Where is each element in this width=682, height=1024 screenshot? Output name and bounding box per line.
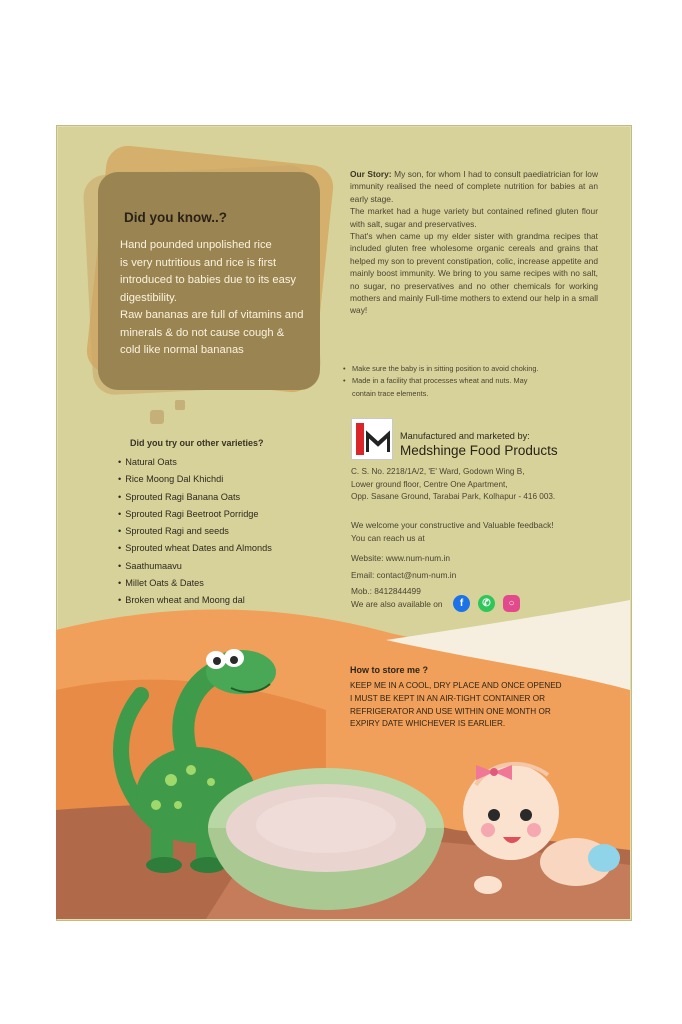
varieties-title: Did you try our other varieties? [130,438,264,448]
storage-line: I MUST BE KEPT IN AN AIR-TIGHT CONTAINER OR [350,693,546,703]
our-story [350,168,598,317]
variety-item: • Saathumaavu [118,558,272,575]
website-text: Website: www.num-num.in [351,553,450,563]
story-intro [350,168,598,205]
did-you-know-line: minerals & do not cause cough & [120,326,285,339]
did-you-know-line: Hand pounded unpolished rice [120,239,272,251]
varieties-list [118,454,272,610]
thought-bubble-dot [150,410,164,424]
story-label: Our Story: [350,169,392,179]
safety-note: • Make sure the baby is in sitting position to avoid choking. [343,363,553,375]
manufacturer-address [351,466,555,504]
storage-line: EXPIRY DATE WHICHEVER IS EARLIER. [350,719,506,729]
logo-m-mark [366,430,390,454]
thought-bubble-dot [175,400,185,410]
variety-item: • Sprouted Ragi Banana Oats [118,489,272,506]
did-you-know-title: Did you know..? [124,210,227,225]
did-you-know-line: is very nutritious and rice is first [120,256,277,269]
whatsapp-icon: ✆ [478,595,495,612]
storage-instructions [350,680,610,731]
did-you-know-text [120,237,320,360]
storage-line: REFRIGERATOR AND USE WITHIN ONE MONTH OR [350,706,551,716]
feedback-line: You can reach us at [351,532,425,543]
email-text: Email: contact@num-num.in [351,569,457,580]
social-label: We are also available on [351,599,443,609]
manufacturer-label: Manufactured and marketed by: [400,431,530,441]
logo-red-bar [356,423,364,455]
variety-item: • Broken wheat and Moong dal [118,592,272,609]
variety-item: • Rice Moong Dal Khichdi [118,471,272,488]
did-you-know-line: introduced to babies due to its easy [120,274,297,286]
did-you-know-line: cold like normal bananas [120,344,244,356]
safety-notes [343,363,553,400]
feedback-note [351,519,554,544]
variety-item: • Sprouted Ragi and seeds [118,523,272,540]
address-line: Opp. Sasane Ground, Tarabai Park, Kolhapur - 416 003. [351,492,556,501]
storage-line: KEEP ME IN A COOL, DRY PLACE AND ONCE OPENED [350,681,562,690]
mobile-text: Mob.: 8412844499 [351,586,421,596]
story-lead: My son, for whom I had to consult paediatrician for low immunity realised the need of complete nutrition for babies at an early stage. [350,169,598,204]
address-line: Lower ground floor, Centre One Apartment, [351,479,508,489]
story-paragraph: The market had a huge variety but contained refined gluten flour with salt, sugar and preservatives. [350,206,598,229]
variety-item: • Millet Oats & Dates [118,575,272,592]
story-paragraph: That's when came up my elder sister with grandma recipes that included gluten free wholesome organic cereals and grains that helped my son to prevent constipation, colic, increase appetite and mainly boost immunity. We bring to you same recipes with no salt, no sugar, no preservatives and no other chemicals for working mothers and mainly Full-time mothers to extend our help in a small way! [350,231,598,316]
address-line: C. S. No. 2218/1A/2, 'E' Ward, Godown Wing B, [351,467,525,476]
facebook-icon: f [453,595,470,612]
illustration-scene [56,600,630,919]
contact-details [351,550,456,600]
did-you-know-line: Raw bananas are full of vitamins and [120,309,304,321]
variety-item: • Sprouted wheat Dates and Almonds [118,540,272,557]
did-you-know-line: digestibility. [120,291,177,304]
feedback-line: We welcome your constructive and Valuable feedback! [351,520,554,530]
safety-note: • Made in a facility that processes wheat and nuts. May contain trace elements. [343,375,553,400]
instagram-icon: ○ [503,595,520,612]
variety-item: • Natural Oats [118,454,272,471]
manufacturer-name: Medshinge Food Products [400,443,558,458]
variety-item: • Sprouted Ragi Beetroot Porridge [118,506,272,523]
storage-title: How to store me ? [350,665,429,675]
medshinge-logo [351,418,393,460]
